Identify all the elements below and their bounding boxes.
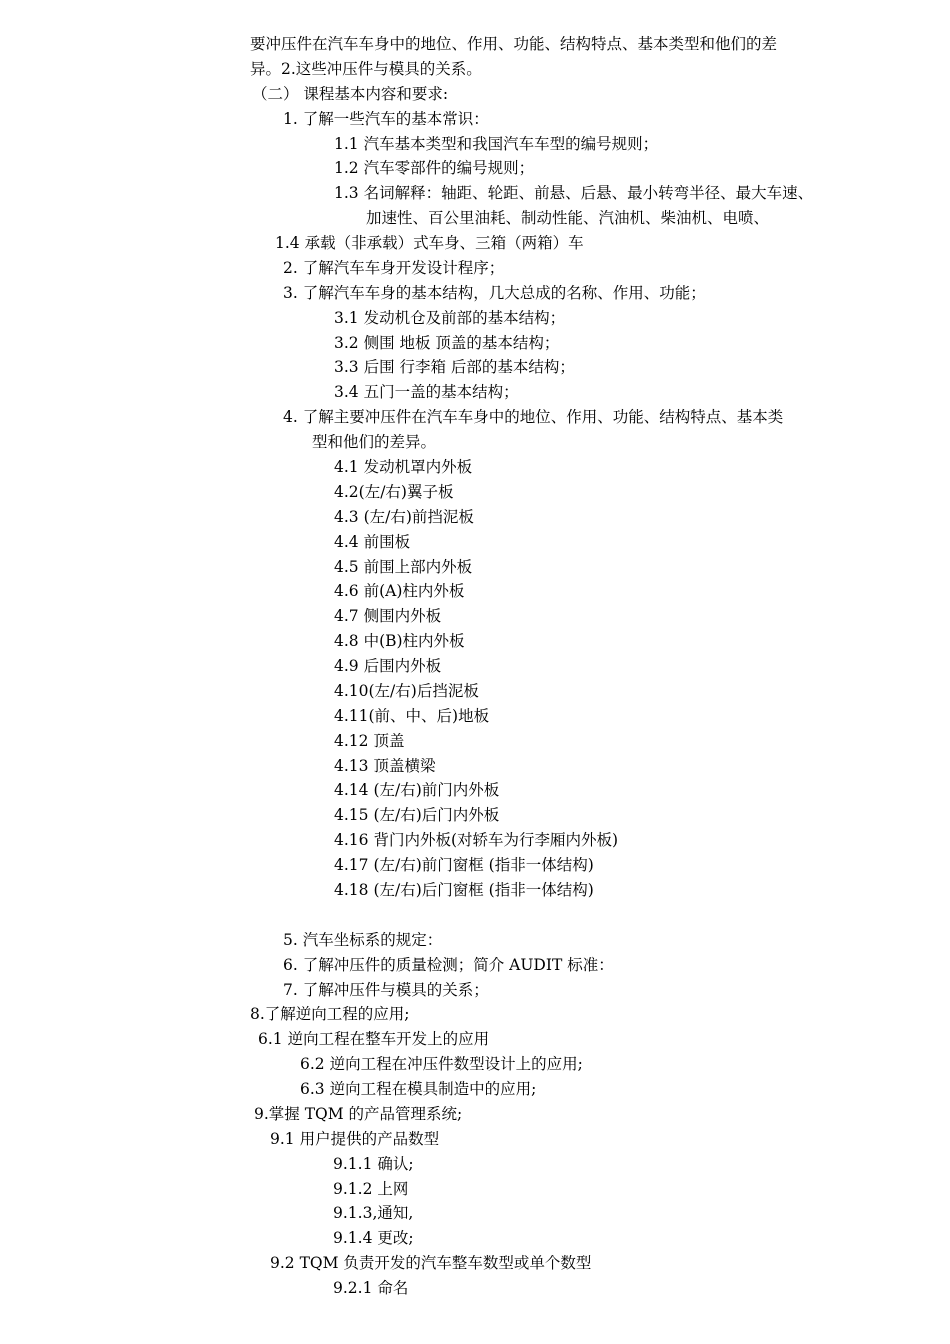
list-item: 4.8 中(B)柱内外板 (334, 632, 465, 650)
list-item: 4.15 (左/右)后门内外板 (334, 806, 500, 824)
list-item: 9.1.2 上网 (333, 1180, 409, 1198)
list-item: 4.5 前围上部内外板 (334, 558, 473, 576)
list-item: 4.14 (左/右)前门内外板 (334, 781, 500, 799)
list-item: 9.1.1 确认; (333, 1155, 414, 1173)
list-item: 4.7 侧围内外板 (334, 607, 442, 625)
list-item: 7. 了解冲压件与模具的关系； (283, 981, 489, 999)
list-item: 8.了解逆向工程的应用; (250, 1005, 410, 1023)
list-item: 6.2 逆向工程在冲压件数型设计上的应用; (300, 1055, 583, 1073)
list-item: 9.掌握 TQM 的产品管理系统; (254, 1105, 463, 1123)
list-item: 4.12 顶盖 (334, 732, 405, 750)
list-item: 6.3 逆向工程在模具制造中的应用; (300, 1080, 537, 1098)
list-item: 9.2 TQM 负责开发的汽车整车数型或单个数型 (270, 1254, 592, 1272)
list-item: 4.10(左/右)后挡泥板 (334, 682, 479, 700)
list-item: 4.9 后围内外板 (334, 657, 442, 675)
list-item: 4.17 (左/右)前门窗框 (指非一体结构) (334, 856, 594, 874)
list-item: 3. 了解汽车车身的基本结构，几大总成的名称、作用、功能； (283, 284, 706, 302)
list-item: 3.3 后围 行李箱 后部的基本结构； (334, 358, 575, 376)
list-item: 4.1 发动机罩内外板 (334, 458, 473, 476)
list-item: 3.2 侧围 地板 顶盖的基本结构； (334, 334, 560, 352)
list-item: 4.18 (左/右)后门窗框 (指非一体结构) (334, 881, 594, 899)
list-item: 4.3 (左/右)前挡泥板 (334, 508, 474, 526)
list-item: 4.2(左/右)翼子板 (334, 483, 454, 501)
list-item: 4.6 前(A)柱内外板 (334, 582, 465, 600)
list-item: 4.13 顶盖横梁 (334, 757, 436, 775)
list-item: 5. 汽车坐标系的规定： (283, 931, 443, 949)
list-item: 4.4 前围板 (334, 533, 411, 551)
list-item: 3.4 五门一盖的基本结构； (334, 383, 519, 401)
text-line: 加速性、百公里油耗、制动性能、汽油机、柴油机、电喷、 (366, 209, 770, 227)
list-item: 1.4 承载（非承载）式车身、三箱（两箱）车 (275, 234, 584, 252)
text-line: 要冲压件在汽车车身中的地位、作用、功能、结构特点、基本类型和他们的差 (250, 35, 778, 53)
list-item: 9.1.3,通知, (333, 1204, 414, 1222)
text-line: 异。2.这些冲压件与模具的关系。 (250, 60, 482, 78)
list-item: 4.16 背门内外板(对轿车为行李厢内外板) (334, 831, 619, 849)
list-item: 6. 了解冲压件的质量检测；简介 AUDIT 标准： (283, 956, 614, 974)
list-item: 9.1 用户提供的产品数型 (270, 1130, 440, 1148)
list-item: 9.2.1 命名 (333, 1279, 409, 1297)
list-item: 9.1.4 更改; (333, 1229, 414, 1247)
list-item: 1.2 汽车零部件的编号规则； (334, 159, 535, 177)
section-heading: （二） 课程基本内容和要求: (252, 85, 449, 103)
list-item: 1.3 名词解释：轴距、轮距、前悬、后悬、最小转弯半径、最大车速、 (334, 184, 814, 202)
list-item: 4.11(前、中、后)地板 (334, 707, 490, 725)
list-item: 6.1 逆向工程在整车开发上的应用 (258, 1030, 490, 1048)
list-item: 3.1 发动机仓及前部的基本结构； (334, 309, 566, 327)
list-item: 1.1 汽车基本类型和我国汽车车型的编号规则； (334, 135, 659, 153)
list-item: 4. 了解主要冲压件在汽车车身中的地位、作用、功能、结构特点、基本类 (283, 408, 784, 426)
text-line: 型和他们的差异。 (312, 433, 437, 451)
list-item: 1. 了解一些汽车的基本常识： (283, 110, 489, 128)
list-item: 2. 了解汽车车身开发设计程序； (283, 259, 505, 277)
